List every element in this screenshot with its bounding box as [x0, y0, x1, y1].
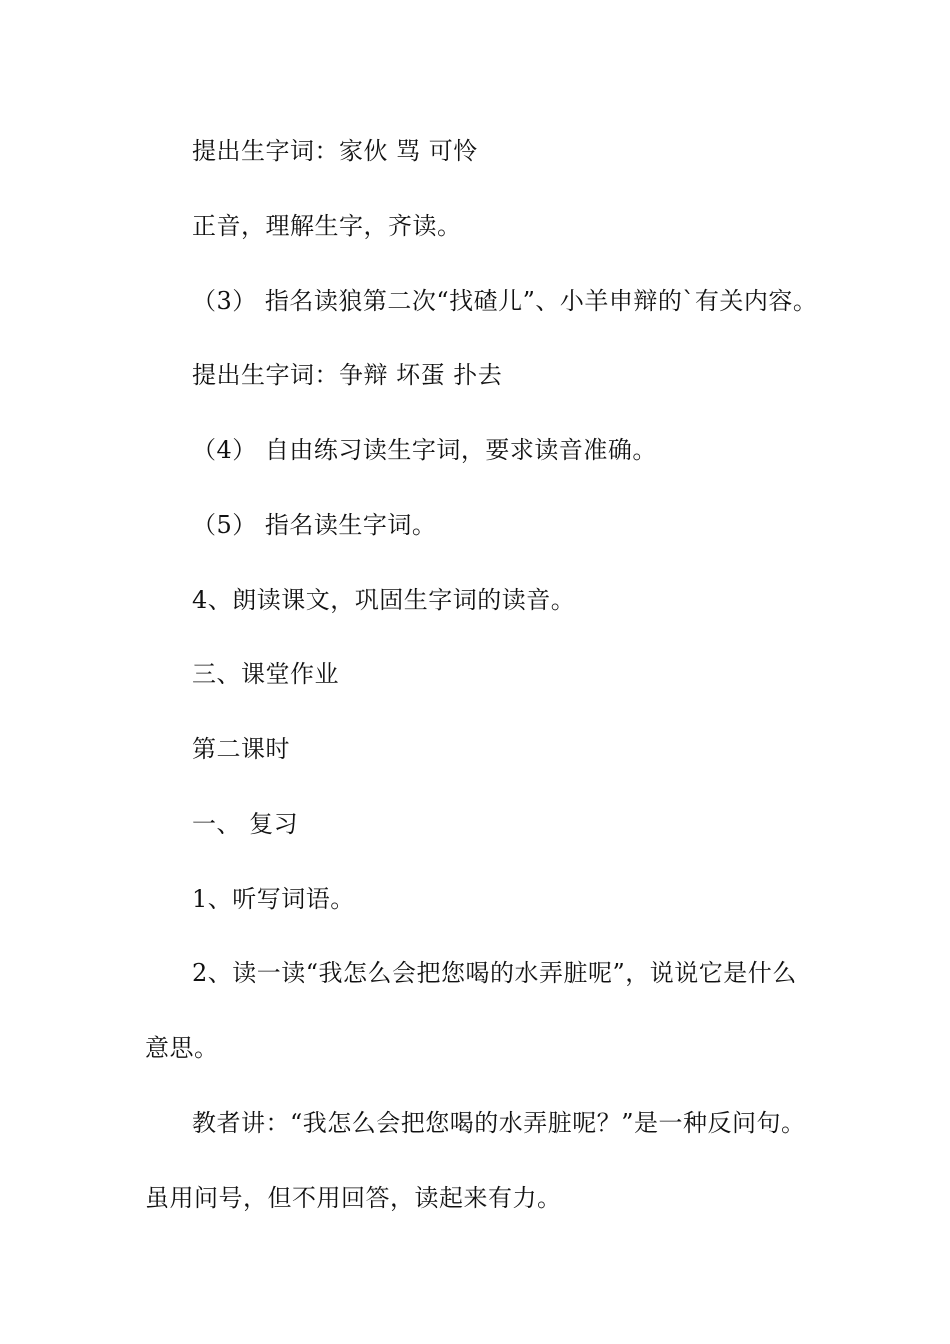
section-heading-lesson-2: 第二课时	[192, 735, 290, 763]
section-heading-homework: 三、课堂作业	[192, 660, 339, 688]
text-line-item-4: 4、朗读课文，巩固生字词的读音。	[192, 586, 576, 614]
text-line-pronunciation: 正音，理解生字，齐读。	[192, 212, 462, 240]
text-line-vocab-2: 提出生字词：争辩 坏蛋 扑去	[192, 361, 503, 389]
text-line-item-2: 2、读一读“我怎么会把您喝的水弄脏呢”，说说它是什么	[192, 959, 797, 987]
text-line-step-4: （4） 自由练习读生字词，要求读音准确。	[192, 436, 657, 464]
text-line-vocab-1: 提出生字词：家伙 骂 可怜	[192, 137, 478, 165]
section-heading-review: 一、 复习	[192, 810, 299, 838]
text-line-item-1: 1、听写词语。	[192, 885, 355, 913]
text-line-step-3: （3） 指名读狼第二次“找碴儿”、小羊申辩的`有关内容。	[192, 287, 818, 315]
text-line-teacher-note: 教者讲：“我怎么会把您喝的水弄脏呢？”是一种反问句。	[192, 1109, 806, 1137]
text-line-step-5: （5） 指名读生字词。	[192, 511, 437, 539]
text-line-teacher-note-cont: 虽用问号，但不用回答，读起来有力。	[145, 1184, 562, 1212]
text-line-item-2-cont: 意思。	[145, 1034, 219, 1062]
